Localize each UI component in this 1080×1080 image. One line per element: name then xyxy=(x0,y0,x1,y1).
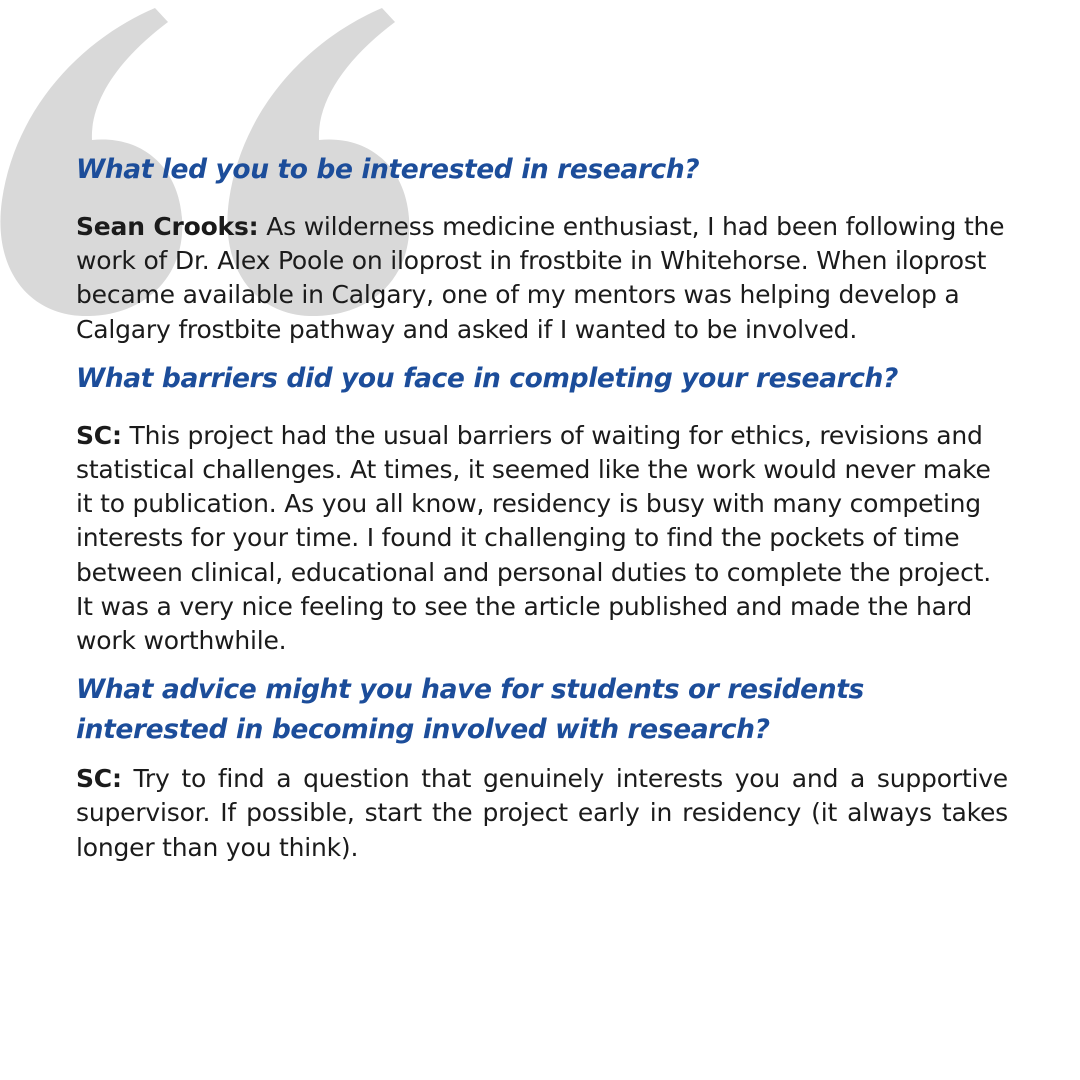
answer-1 xyxy=(76,210,1008,347)
question-3: What advice might you have for students or residents interested in becoming involved with research? xyxy=(76,674,864,746)
answer-text: As wilderness medicine enthusiast, I had been following the work of Dr. Alex Poole on iloprost in frostbite in Whitehorse. When iloprost became available in Calgary, one of my mentors was helping develop a Calgary frostbite pathway and asked if I wanted to be involved. xyxy=(76,212,1005,344)
question-2: What barriers did you face in completing your research? xyxy=(76,362,898,394)
answer-2 xyxy=(76,419,1008,658)
speaker-label: Sean Crooks: xyxy=(76,212,259,241)
answer-text: This project had the usual barriers of waiting for ethics, revisions and statistical challenges. At times, it seemed like the work would never make it to publication. As you all know, residency is busy with many competing interests for your time. I found it challenging to find the pockets of time between clinical, educational and personal duties to complete the project. It was a very nice feeling to see the article published and made the hard work worthwhile. xyxy=(76,420,991,656)
answer-3 xyxy=(76,762,1008,865)
answer-text: Try to find a question that genuinely interests you and a supportive supervisor. If possible, start the project early in residency (it always takes longer than you think). xyxy=(76,764,1008,862)
speaker-label: SC: xyxy=(76,420,122,450)
question-1: What led you to be interested in research? xyxy=(76,154,700,185)
interview-content xyxy=(76,150,1008,865)
speaker-label: SC: xyxy=(76,764,122,794)
